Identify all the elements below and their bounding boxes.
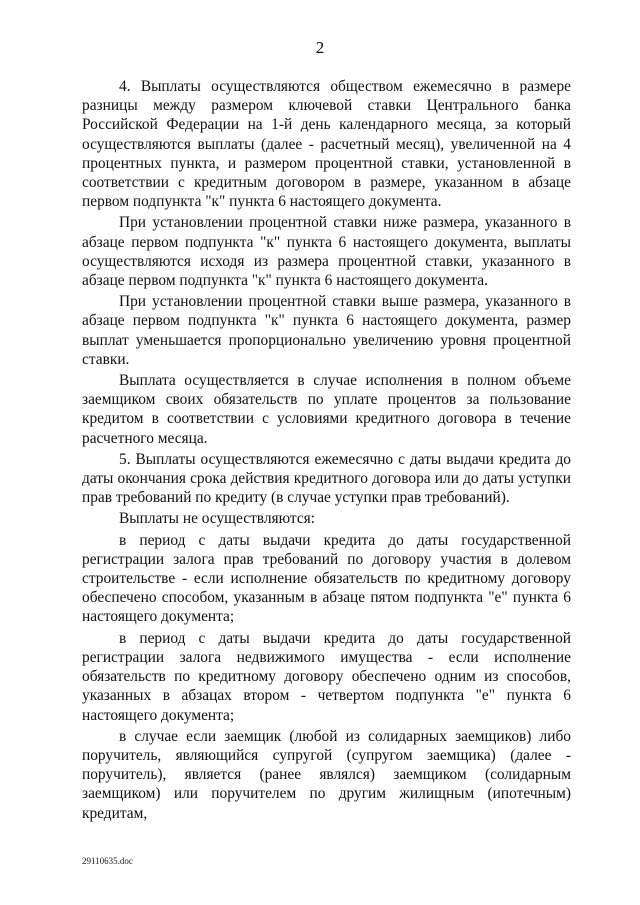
footer-filename: 29110635.doc [82, 856, 133, 866]
paragraph-rate-below: При установлении процентной ставки ниже размера, указанного в абзаце первом подпункта "к" пункта 6 настоящего документа, выплаты осуществляются исходя из размера процентной ставки, указанного в абзаце первом подпункта "к" пункта 6 настоящего документа. [82, 214, 571, 290]
document-body [82, 77, 571, 825]
paragraph-exception-real-estate: в период с даты выдачи кредита до даты государственной регистрации залога недвижимого имущества - если исполнение обязательств по кредитному договору обеспечено одним из способов, указанных в абзацах втором - четвертом подпункта "е" пункта 6 настоящего документа; [82, 629, 571, 724]
paragraph-exception-borrower: в случае если заемщик (любой из солидарных заемщиков) либо поручитель, являющийся супругой (супругом заемщика) (далее - поручитель), является (ранее являлся) заемщиком (солидарным заемщиком) или поручителем по другим жилищным (ипотечным) кредитам, [82, 727, 571, 822]
page-number: 2 [315, 38, 325, 57]
paragraph-payment-condition: Выплата осуществляется в случае исполнения в полном объеме заемщиком своих обязательств по уплате процентов за пользование кредитом в соответствии с условиями кредитного договора в течение расчетного месяца. [82, 372, 571, 447]
paragraph-payments-period: 5. Выплаты осуществляются ежемесячно с даты выдачи кредита до даты окончания срока действия кредитного договора или до даты уступки прав требований по кредиту (в случае уступки прав требований). [82, 450, 571, 507]
paragraph-no-payments-heading: Выплаты не осуществляются: [119, 510, 316, 528]
paragraph-exception-equity: в период с даты выдачи кредита до даты государственной регистрации залога прав требований по договору участия в долевом строительстве - если исполнение обязательств по кредитному договору обеспечено способом, указанным в абзаце пятом подпункта "е" пункта 6 настоящего документа; [82, 531, 571, 626]
paragraph-payments-amount: 4. Выплаты осуществляются обществом ежемесячно в размере разницы между размером ключевой ставки Центрального банка Российской Федерации на 1-й день календарного месяца, за который осуществляются выплаты (далее - расчетный месяц), увеличенной на 4 процентных пункта, и размером процентной ставки, установленной в соответствии с кредитным договором в размере, указанном в абзаце первом подпункта "к" пункта 6 настоящего документа. [82, 78, 571, 211]
paragraph-rate-above: При установлении процентной ставки выше размера, указанного в абзаце первом подпункта "к" пункта 6 настоящего документа, размер выплат уменьшается пропорционально увеличению уровня процентной ставки. [82, 293, 571, 368]
